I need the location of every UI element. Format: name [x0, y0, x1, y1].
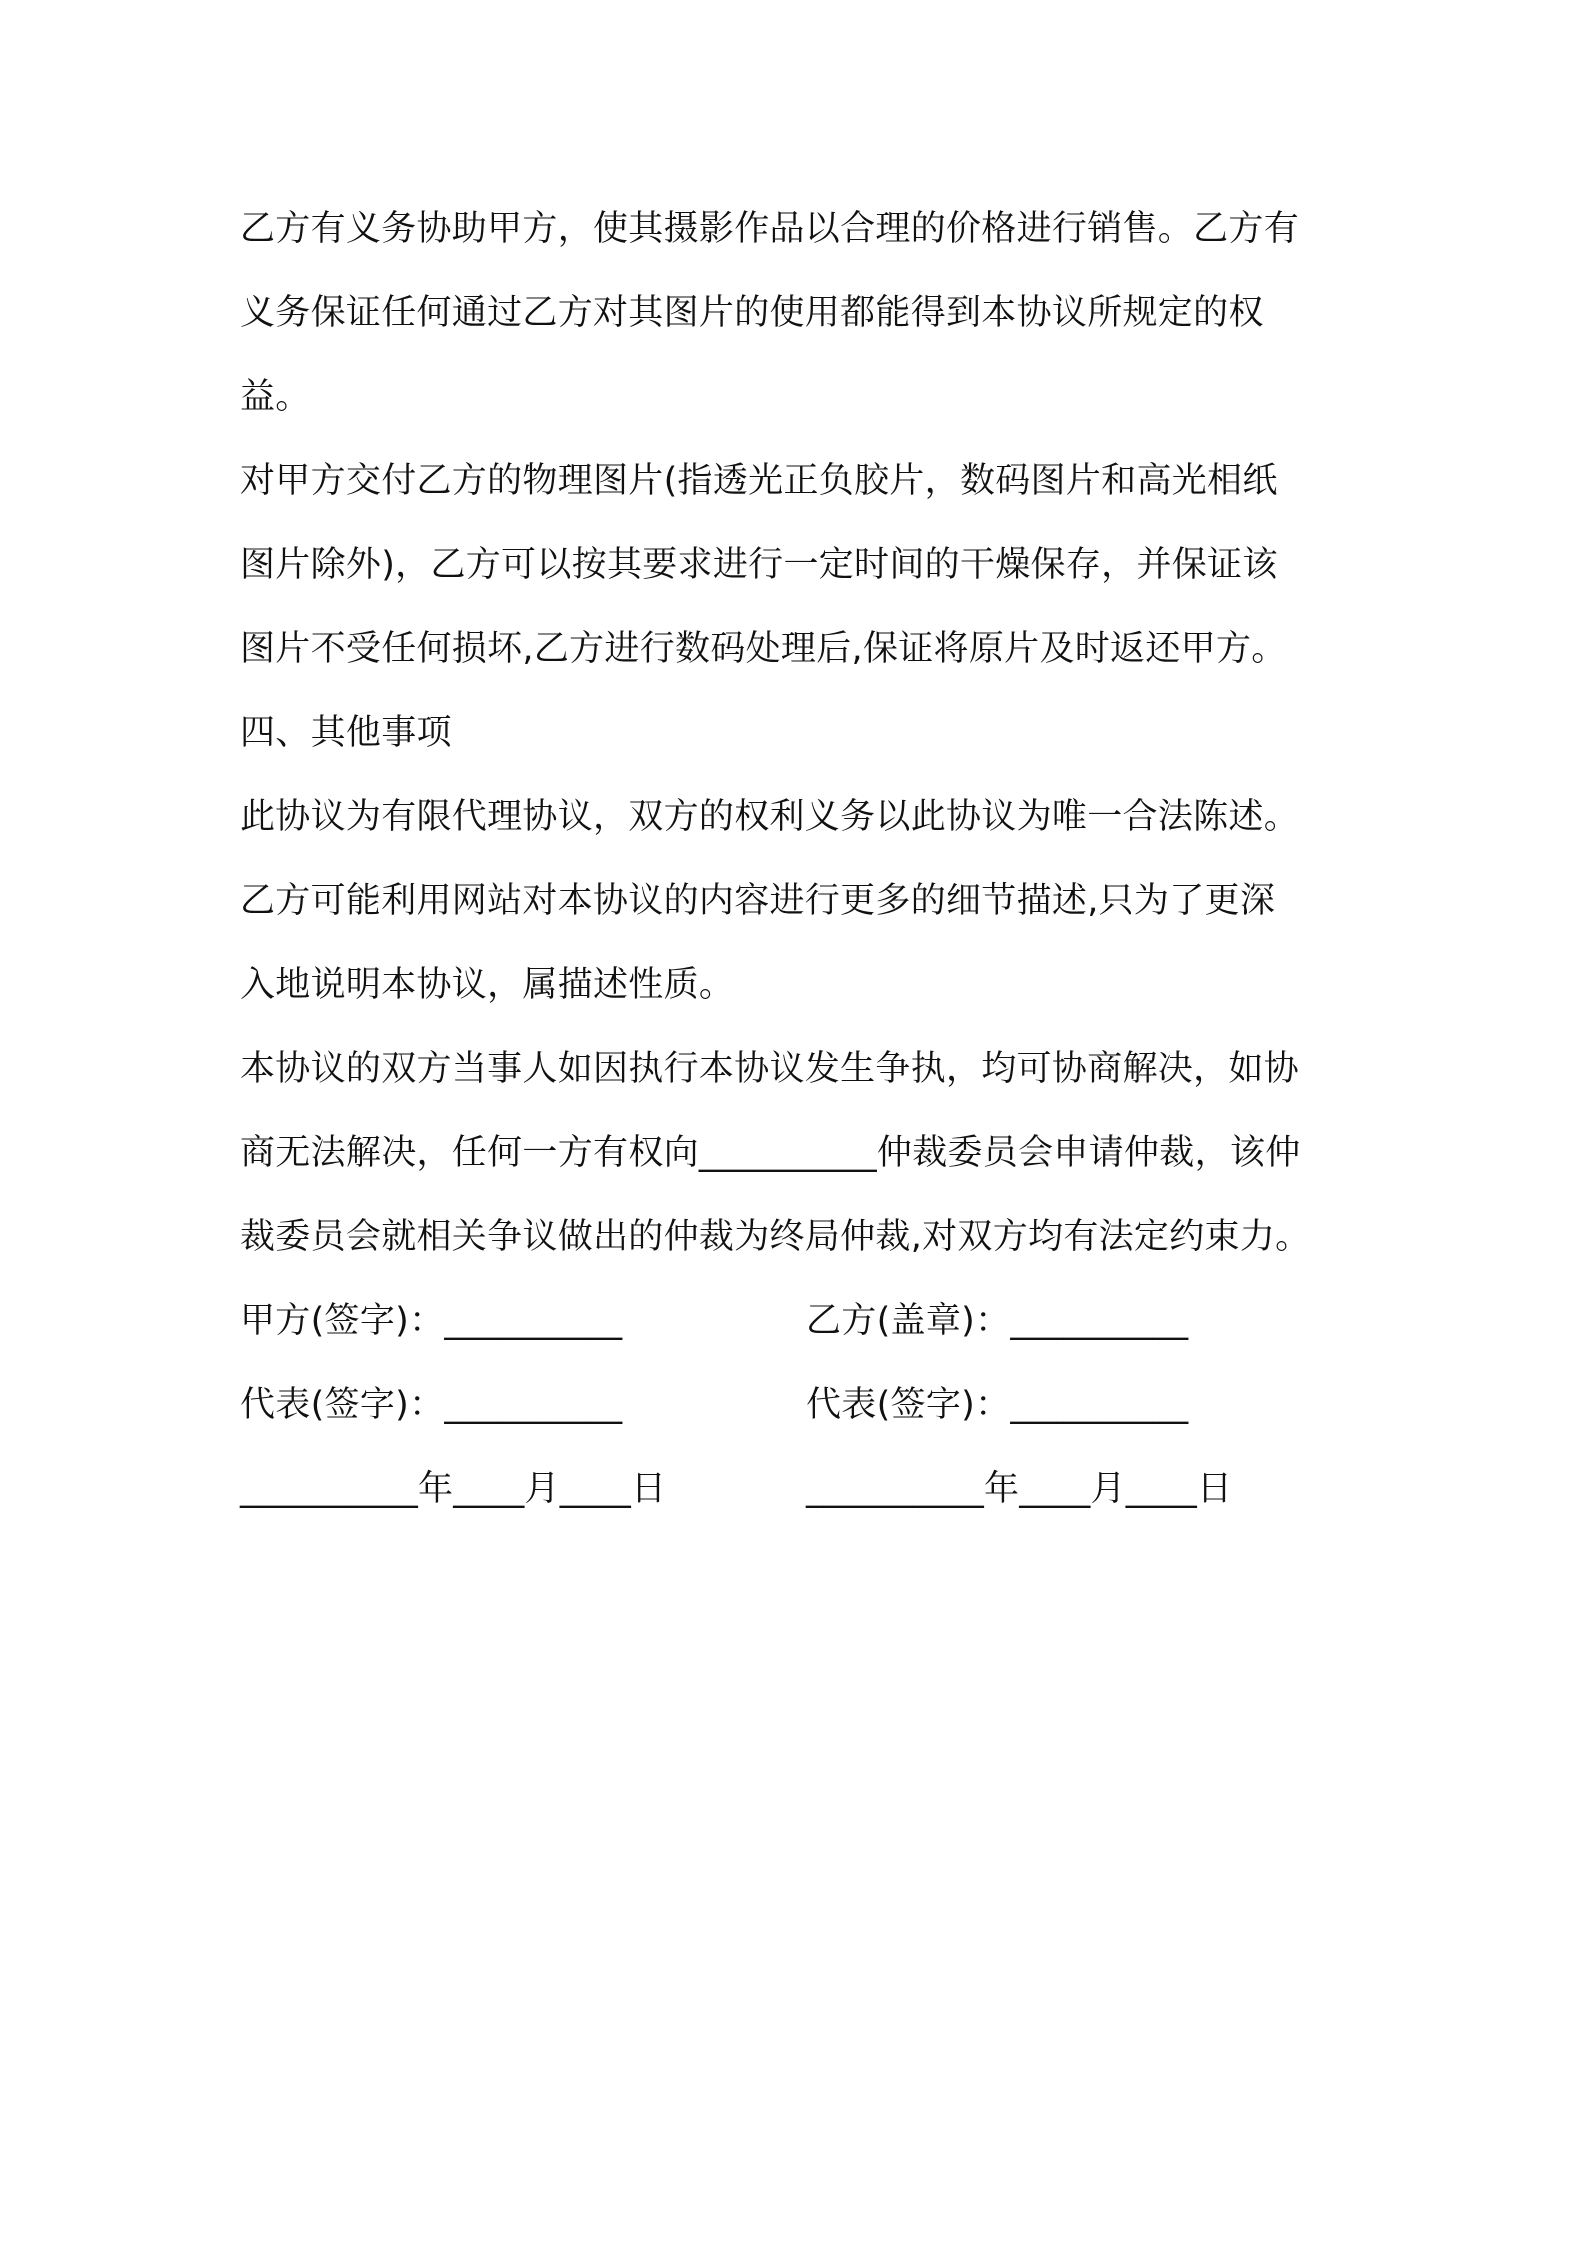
paragraph-4-line-3: 裁委员会就相关争议做出的仲裁为终局仲裁,对双方均有法定约束力。 [240, 1217, 1311, 1257]
paragraph-4-line-2: 商无法解决，任何一方有权向__________仲裁委员会申请仲裁，该仲 [240, 1133, 1301, 1173]
party-a-signature-line: 甲方(签字)：__________ [240, 1301, 623, 1341]
paragraph-1-line-2: 义务保证任何通过乙方对其图片的使用都能得到本协议所规定的权 [240, 293, 1264, 333]
paragraph-1-line-1: 乙方有义务协助甲方，使其摄影作品以合理的价格进行销售。乙方有 [240, 209, 1300, 249]
representative-b-signature-line: 代表(签字)：__________ [806, 1385, 1189, 1425]
section-heading: 四、其他事项 [240, 713, 452, 753]
party-b-date-line: __________年____月____日 [806, 1469, 1233, 1509]
representative-a-signature-line: 代表(签字)：__________ [240, 1385, 623, 1425]
paragraph-2-line-1: 对甲方交付乙方的物理图片(指透光正负胶片，数码图片和高光相纸 [240, 461, 1278, 501]
paragraph-3-line-2: 乙方可能利用网站对本协议的内容进行更多的细节描述,只为了更深 [240, 881, 1276, 921]
paragraph-2-line-2: 图片除外)，乙方可以按其要求进行一定时间的干燥保存，并保证该 [240, 545, 1278, 585]
paragraph-1-line-3: 益。 [240, 377, 311, 417]
party-b-seal-line: 乙方(盖章)：__________ [806, 1301, 1189, 1341]
paragraph-3-line-1: 此协议为有限代理协议，双方的权利义务以此协议为唯一合法陈述。 [240, 797, 1300, 837]
paragraph-4-line-1: 本协议的双方当事人如因执行本协议发生争执，均可协商解决，如协 [240, 1049, 1300, 1089]
paragraph-2-line-3: 图片不受任何损坏,乙方进行数码处理后,保证将原片及时返还甲方。 [240, 629, 1287, 669]
party-a-date-line: __________年____月____日 [240, 1469, 667, 1509]
paragraph-3-line-3: 入地说明本协议，属描述性质。 [240, 965, 735, 1005]
